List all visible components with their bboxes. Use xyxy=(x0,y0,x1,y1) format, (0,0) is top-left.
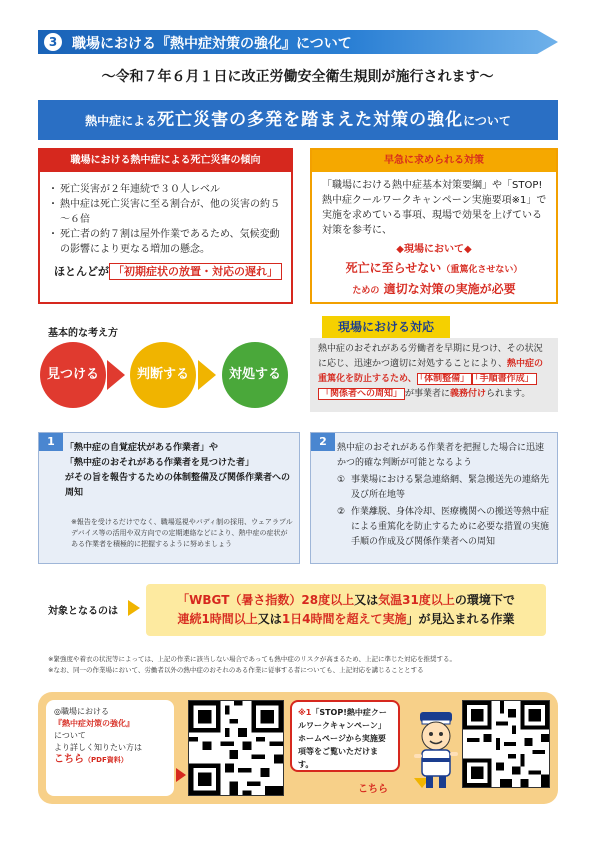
urgent-measures-body: 「職場における熱中症基本対策要綱」や「STOP! 熱中症クールワークキャンペーン実施要項※1」で実施を求めている事項、現場で効果を上げている対策を参考に、 xyxy=(322,180,547,236)
bubble-title: 「STOP!熱中症クールワークキャンペーン」 xyxy=(298,708,387,730)
target-l2b: 又は xyxy=(257,612,282,626)
requirement-number-2: 2 xyxy=(311,433,335,451)
field-text3: が事業者に xyxy=(405,389,451,399)
conclusion-prefix: ほとんどが xyxy=(54,265,109,278)
headline-band xyxy=(38,100,558,140)
arrow-right-icon xyxy=(107,360,125,390)
campaign-link[interactable]: こちら xyxy=(358,784,388,795)
mascot-icon xyxy=(410,706,462,790)
qr-pattern-icon xyxy=(463,701,549,787)
urgent-line1-main: 死亡に至らせない xyxy=(345,261,442,275)
requirement-1-note: ※報告を受けるだけでなく、職場巡視やバディ制の採用、ウェアラブルデバイス等の活用や双方向での定期連絡などにより、熱中症の症状がある作業者を積極的に把握するように努めましょう xyxy=(71,518,293,548)
fatality-trend-box xyxy=(38,148,293,304)
requirement-1-line3: がその旨を報告するための体制整備及び関係作業者への周知 xyxy=(65,473,291,498)
conclusion-highlight: 「初期症状の放置・対応の遅れ」 xyxy=(109,263,282,280)
field-hl2: 「手順書作成」 xyxy=(472,373,537,385)
list-item: ・ 死亡者の約７割は屋外作業であるため、気候変動の影響により更なる増加の懸念。 xyxy=(52,227,283,257)
field-hl3: 「関係者への周知」 xyxy=(318,388,405,400)
resources-panel xyxy=(38,692,558,804)
arrow-right-icon xyxy=(128,600,140,616)
target-line2 xyxy=(146,610,546,629)
fatality-trend-list xyxy=(40,172,291,257)
target-conditions xyxy=(146,584,546,636)
pdf-link[interactable] xyxy=(54,754,166,766)
requirement-2-text xyxy=(337,441,551,550)
urgent-measures-title: 早急に求められる対策 xyxy=(312,150,556,172)
arrow-right-icon xyxy=(198,360,216,390)
headline-part1: 熱中症による xyxy=(85,114,158,128)
trend-conclusion xyxy=(40,257,291,279)
item-text: 事業場における緊急連絡網、緊急搬送先の連絡先及び所在地等 xyxy=(351,475,550,500)
basic-approach-label: 基本的な考え方 xyxy=(48,328,118,339)
urgent-measures-box xyxy=(310,148,558,304)
field-response-title: 現場における対応 xyxy=(322,316,450,338)
pdf-info-card xyxy=(46,700,174,796)
qr-code-icon[interactable] xyxy=(462,700,550,788)
field-text4: 義務付け xyxy=(450,389,487,399)
list-item: ・ 熱中症は死亡災害に至る割合が、他の災害の約５～６倍 xyxy=(52,197,283,227)
requirement-number-1: 1 xyxy=(39,433,63,451)
page-subtitle: ～令和７年６月１日に改正労働安全衛生規則が施行されます～ xyxy=(101,69,494,85)
target-l1a: 「WBGT（暑さ指数）28度以上 xyxy=(177,593,355,607)
urgent-line2-main: 適切な対策の実施が必要 xyxy=(383,282,516,296)
target-l2d: を超えて実施 xyxy=(334,612,407,626)
field-text2: 熱中症の重篤化を防止するため、 xyxy=(318,359,544,384)
bubble-ref: ※1 xyxy=(298,708,312,717)
requirement-box-1 xyxy=(38,432,300,564)
target-l2c: 1日4時間 xyxy=(281,612,335,626)
headline-part2: 死亡災害の多発を踏まえた対策の強化 xyxy=(157,110,464,130)
requirement-box-2 xyxy=(310,432,558,564)
card-line3: について xyxy=(54,731,86,740)
urgent-line1-small: （重篤化させない） xyxy=(441,265,523,275)
list-item xyxy=(337,473,551,503)
requirement-1-line1: 「熱中症の自覚症状がある作業者」や xyxy=(65,443,219,453)
field-text5: られます。 xyxy=(486,389,531,399)
target-l1c: 気温31度以上 xyxy=(378,593,455,607)
step-find-circle: 見つける xyxy=(40,342,106,408)
section-title: 職場における『熱中症対策の強化』について xyxy=(72,36,352,52)
card-line1: ◎職場における xyxy=(54,707,109,716)
footnotes xyxy=(48,654,558,676)
item-mark: ② xyxy=(337,507,346,517)
target-l1d: の環境下で xyxy=(454,593,515,607)
step-respond-circle: 対処する xyxy=(222,342,288,408)
qr-pattern-icon xyxy=(189,701,283,795)
footnote: ※緊強度や着衣の状況等によっては、上記の作業に該当しない場合であっても熱中症のリスクが高まるため、上記に準じた対応を推奨する。 xyxy=(48,655,456,663)
field-label: ◆現場において◆ xyxy=(396,244,472,255)
requirement-1-text xyxy=(65,441,291,501)
target-label: 対象となるのは xyxy=(48,606,118,617)
fatality-trend-title: 職場における熱中症による死亡災害の傾向 xyxy=(40,150,291,172)
list-item xyxy=(337,505,551,550)
field-text1: 熱中症のおそれがある労働者を早期に見つけ、その状況に応じ、迅速かつ適切に対処することにより、 xyxy=(318,344,543,369)
target-l2e: 」が見込まれる作業 xyxy=(406,612,515,626)
pdf-link-small[interactable]: （PDF資料） xyxy=(84,756,128,764)
requirement-2-intro: 熱中症のおそれがある作業者を把握した場合に迅速かつ的確な判断が可能となるよう xyxy=(337,443,545,468)
item-mark: ① xyxy=(337,475,346,485)
urgent-line2 xyxy=(312,276,556,297)
bubble-text: ホームページから実施要項等をご覧いただけます。 xyxy=(298,734,386,769)
requirement-1-line2: 「熱中症のおそれがある作業者を見つけた者」 xyxy=(65,458,255,468)
card-line4: より詳しく知りたい方は xyxy=(54,743,142,752)
section-banner xyxy=(38,30,558,54)
headline-part3: について xyxy=(463,114,511,128)
target-l2a: 連続1時間以上 xyxy=(177,612,258,626)
section-number: 3 xyxy=(44,33,62,51)
arrow-right-icon xyxy=(176,768,186,782)
field-response-body xyxy=(310,338,558,412)
pdf-link-text[interactable]: こちら xyxy=(54,754,84,765)
urgent-line2-prefix: ための xyxy=(352,286,380,296)
item-text: 作業離脱、身体冷却、医療機関への搬送等熱中症による重篤化を防止するために必要な措置の実施手順の作成及び関係作業者への周知 xyxy=(351,507,550,547)
step-judge-circle: 判断する xyxy=(130,342,196,408)
urgent-line1 xyxy=(312,255,556,276)
campaign-bubble xyxy=(290,700,400,772)
qr-code-icon[interactable] xyxy=(188,700,284,796)
footnote: ※なお、同一の作業場において、労働者以外の熱中症のおそれのある作業に従事する者についても、上記対応を講じることとする xyxy=(48,666,424,674)
card-line2: 『熱中症対策の強化』 xyxy=(54,719,134,728)
field-hl1: 「体制整備」 xyxy=(417,373,473,385)
target-l1b: 又は xyxy=(354,593,379,607)
list-item: ・ 死亡災害が２年連続で３０人レベル xyxy=(52,182,283,197)
target-line1 xyxy=(146,591,546,610)
